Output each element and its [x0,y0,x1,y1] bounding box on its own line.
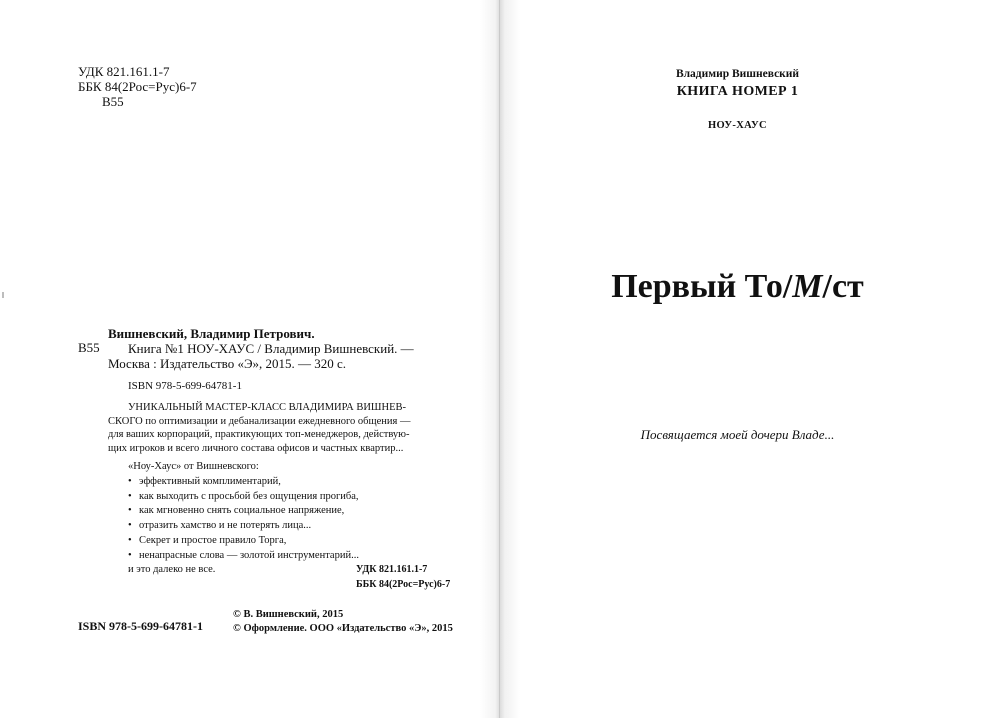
catalog-author-mark: В55 [78,340,100,355]
list-item-text: как выходить с просьбой без ощущения прогиба, [139,490,359,502]
library-codes-top [78,64,197,109]
annotation [108,401,453,455]
book-title-italic-letter: М [792,268,823,305]
bullet-icon: • [128,490,132,502]
catalog-title-line: Книга №1 НОУ-ХАУС / Владимир Вишневский. — [128,341,414,356]
catalog-card [108,326,453,578]
bbk-code: ББК 84(2Рос=Рус)6-7 [78,79,197,94]
list-item-text: Секрет и простое правило Торга, [139,534,287,546]
book-number: КНИГА НОМЕР 1 [676,84,799,99]
bullet-icon: • [128,505,132,517]
list-item [108,504,453,519]
library-codes-bottom [356,562,450,592]
list-item [108,534,453,549]
features-outro: и это далеко не все. [128,564,216,576]
annotation-line: СКОГО по оптимизации и дебанализации ежедневного общения — [108,415,411,427]
list-item [108,490,453,505]
list-item-text: эффективный комплиментарий, [139,476,281,488]
book-title-part: /ст [822,268,864,305]
list-item-text: отразить хамство и не потерять лица... [139,520,312,532]
catalog-isbn: ISBN 978-5-699-64781-1 [128,380,242,392]
udk-code: УДК 821.161.1-7 [356,564,428,575]
series-name: НОУ-ХАУС [708,120,767,131]
bullet-icon: • [128,534,132,546]
annotation-line: УНИКАЛЬНЫЙ МАСТЕР-КЛАСС ВЛАДИМИРА ВИШНЕВ- [128,402,407,413]
annotation-line: для ваших корпораций, практикующих топ-менеджеров, действую- [108,429,410,441]
bullet-icon: • [128,549,132,561]
features-intro: «Ноу-Хаус» от Вишневского: [128,461,259,473]
page-edge-mark [2,292,4,298]
list-item [108,475,453,490]
annotation-line: щих игроков и всего личного состава офисов и частных квартир... [108,442,404,454]
bbk-code: ББК 84(2Рос=Рус)6-7 [356,579,451,590]
book-title [500,268,975,306]
dedication: Посвящается моей дочери Владе... [640,427,835,442]
features-list [108,460,453,578]
list-item-text: ненапрасные слова — золотой инструментарий... [139,549,359,561]
book-title-part: Первый То/ [611,268,793,305]
copyright [233,608,453,636]
bullet-icon: • [128,476,132,488]
right-page [500,0,1000,718]
catalog-author: Вишневский, Владимир Петрович. [108,326,315,341]
copyright-author: © В. Вишневский, 2015 [233,609,344,620]
list-item-text: как мгновенно снять социальное напряжение, [139,505,345,517]
udk-code: УДК 821.161.1-7 [78,64,170,79]
catalog-publisher-line: Москва : Издательство «Э», 2015. — 320 с. [108,356,347,371]
list-item [108,519,453,534]
bullet-icon: • [128,520,132,532]
book-spine-shadow [480,0,520,718]
title-page-author: Владимир Вишневский [675,68,800,80]
book-spine-fold [499,0,500,718]
isbn: ISBN 978-5-699-64781-1 [78,619,203,633]
copyright-design: © Оформление. ООО «Издательство «Э», 2015 [233,623,453,634]
author-mark: В55 [102,94,124,109]
